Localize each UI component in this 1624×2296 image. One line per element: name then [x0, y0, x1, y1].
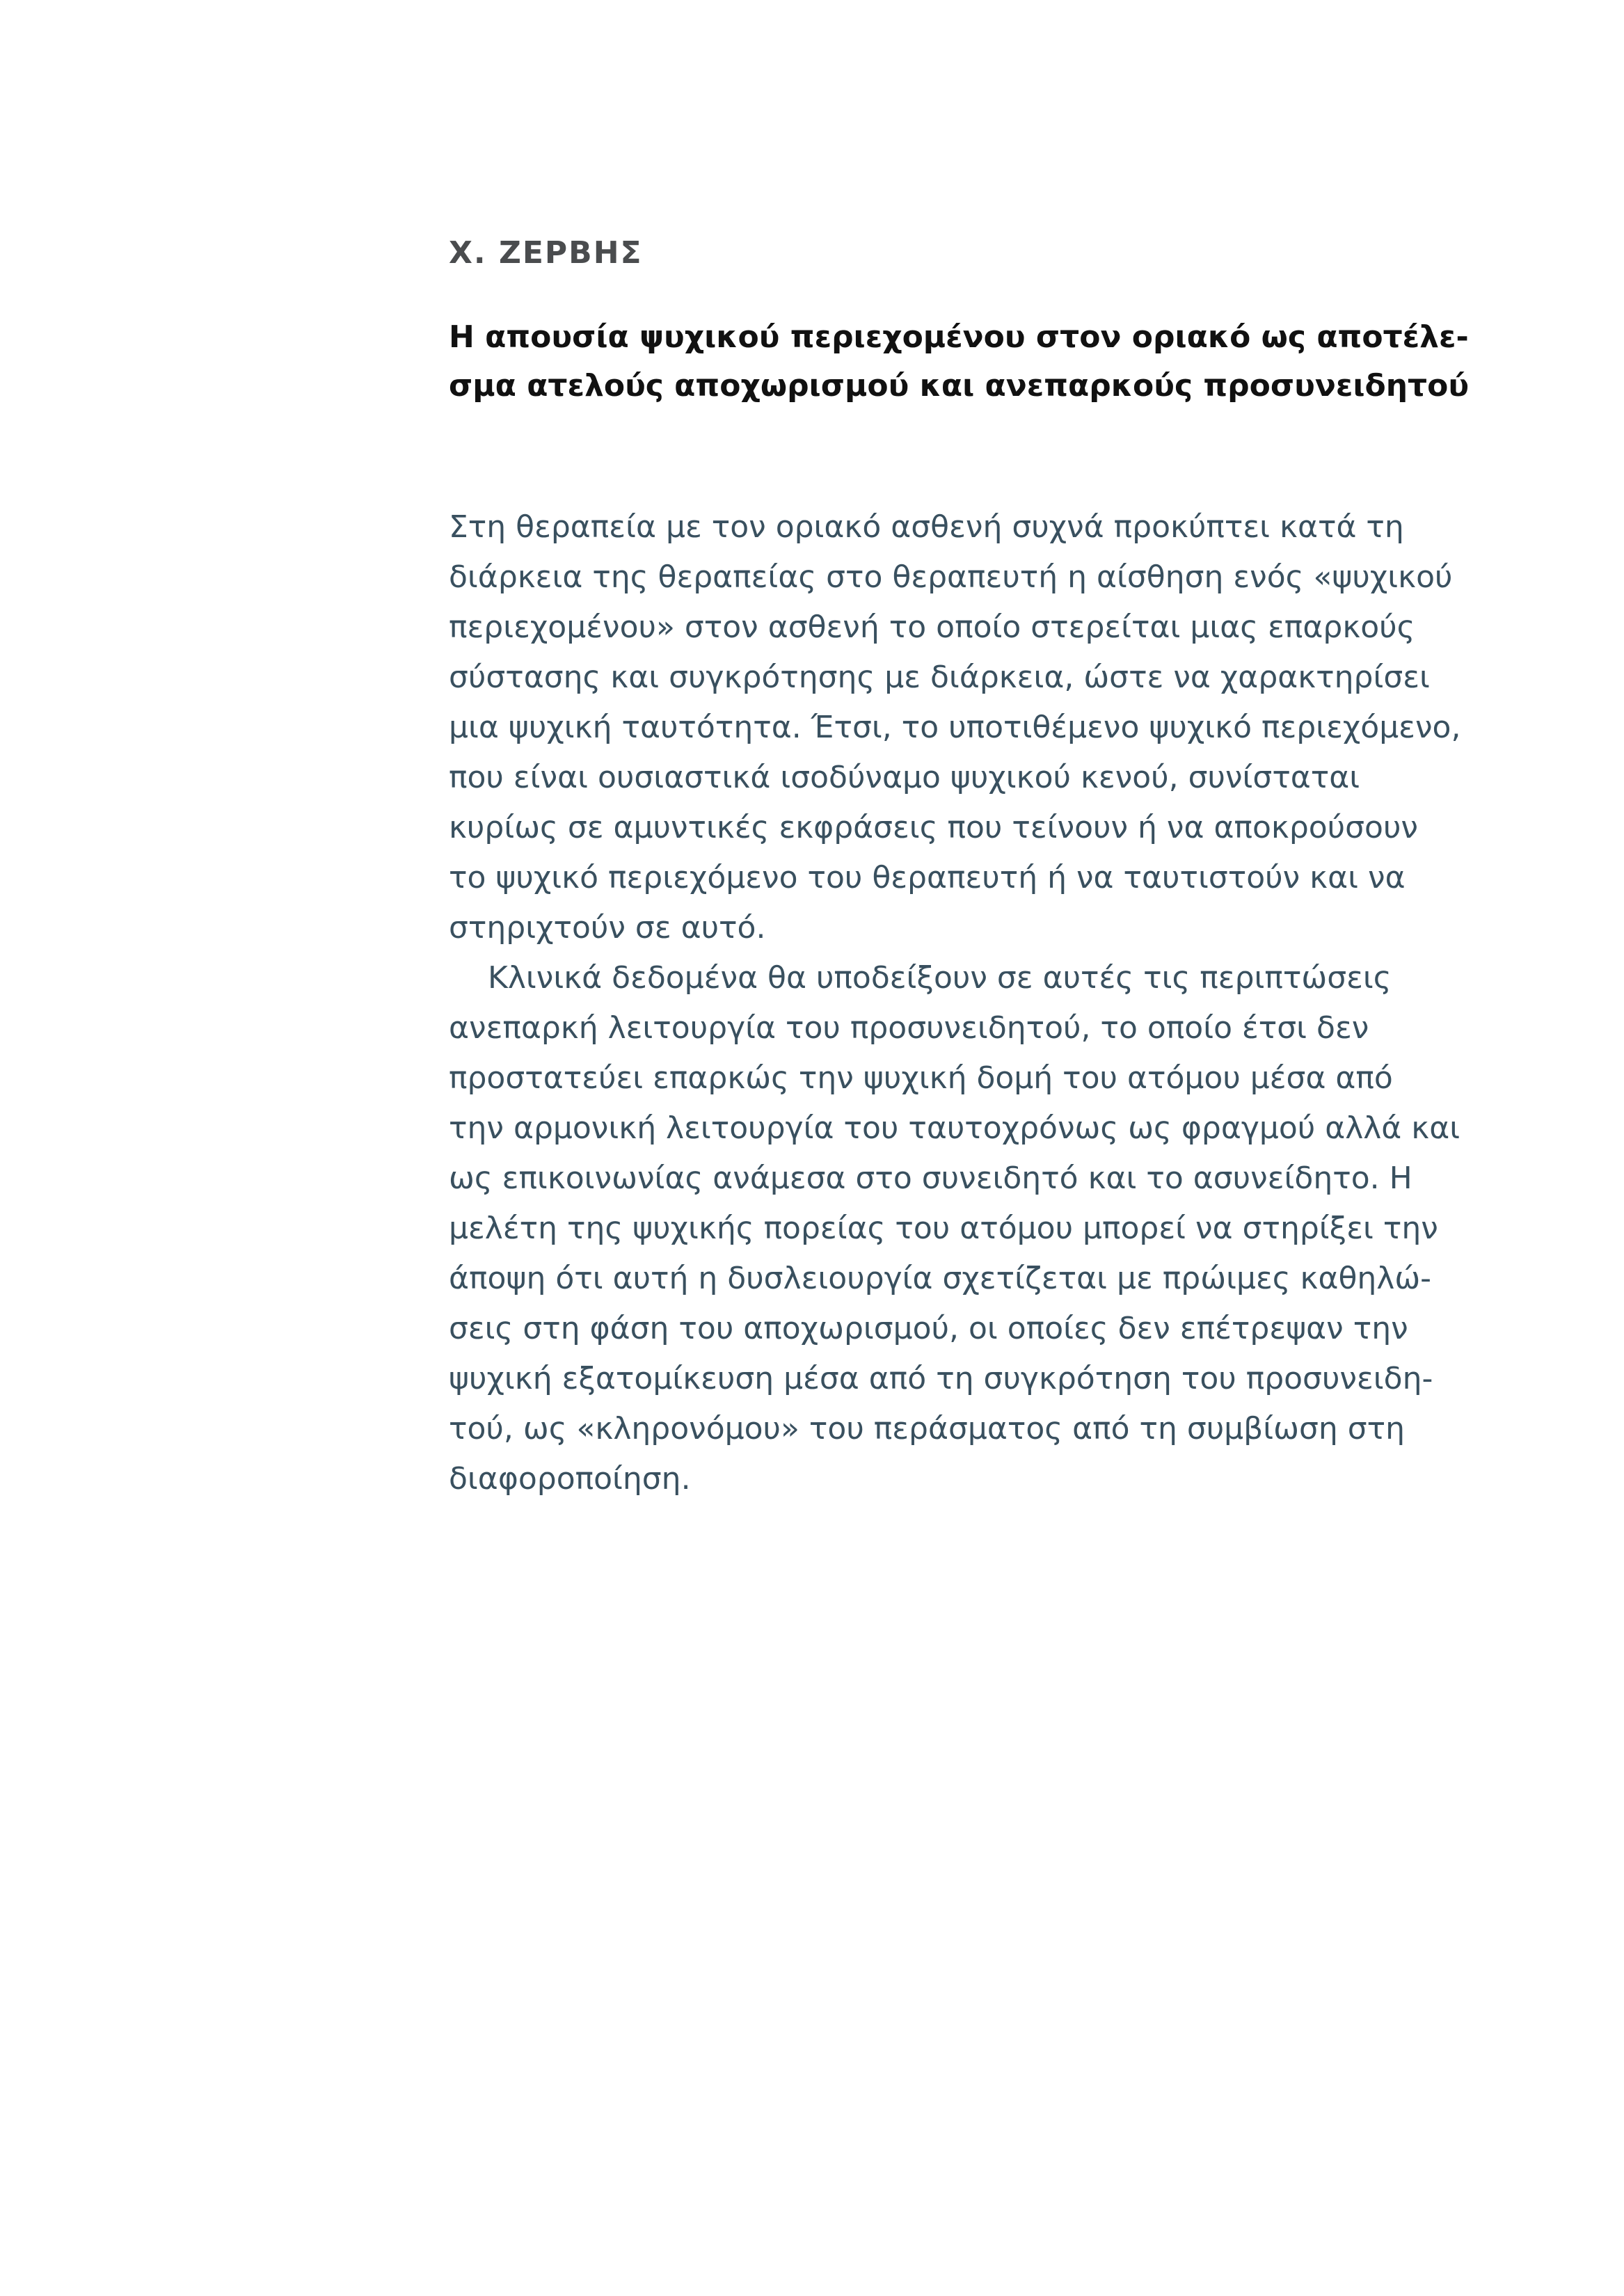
text-line: που είναι ουσιαστικά ισοδύναμο ψυχικού κενού, συνίσταται	[449, 760, 1360, 795]
text-line: την αρμονική λειτουργία του ταυτοχρόνως ως φραγμού αλλά και	[449, 1110, 1460, 1146]
text-line: διαφοροποίηση.	[449, 1461, 691, 1497]
text-line: το ψυχικό περιεχόμενο του θεραπευτή ή να ταυτιστούν και να	[449, 860, 1406, 895]
article-title	[449, 313, 1492, 410]
text-line: προστατεύει επαρκώς την ψυχική δομή του ατόμου μέσα από	[449, 1060, 1393, 1096]
text-line: σεις στη φάση του αποχωρισμού, οι οποίες δεν επέτρεψαν την	[449, 1311, 1408, 1346]
text-line: περιεχομένου» στον ασθενή το οποίο στερείται μιας επαρκούς	[449, 609, 1415, 645]
text-line: μια ψυχική ταυτότητα. Έτσι, το υποτιθέμενο ψυχικό περιεχόμενο,	[449, 710, 1461, 745]
text-line: Στη θεραπεία με τον οριακό ασθενή συχνά προκύπτει κατά τη	[449, 509, 1404, 545]
abstract-paragraph-2	[449, 953, 1534, 1504]
abstract-body	[449, 502, 1534, 1504]
text-line: σύστασης και συγκρότησης με διάρκεια, ώστε να χαρακτηρίσει	[449, 660, 1430, 695]
text-line: στηριχτούν σε αυτό.	[449, 910, 766, 946]
text-line: διάρκεια της θεραπείας στο θεραπευτή η αίσθηση ενός «ψυχικού	[449, 559, 1453, 595]
author-name: Χ. ΖΕΡΒΗΣ	[449, 235, 643, 271]
title-line: Η απουσία ψυχικού περιεχομένου στον οριακό ως αποτέλε-	[449, 319, 1469, 355]
text-line: κυρίως σε αμυντικές εκφράσεις που τείνουν ή να αποκρούσουν	[449, 810, 1418, 845]
text-line: ψυχική εξατομίκευση μέσα από τη συγκρότηση του προσυνειδη-	[449, 1361, 1433, 1396]
title-line: σμα ατελούς αποχωρισμού και ανεπαρκούς προσυνειδητού	[449, 368, 1470, 404]
text-line: τού, ως «κληρονόμου» του περάσματος από τη συμβίωση στη	[449, 1411, 1406, 1446]
text-line: Κλινικά δεδομένα θα υποδείξουν σε αυτές τις περιπτώσεις	[488, 960, 1392, 996]
text-line: άποψη ότι αυτή η δυσλειουργία σχετίζεται με πρώιμες καθηλώ-	[449, 1261, 1432, 1296]
abstract-paragraph-1	[449, 502, 1534, 953]
text-line: ως επικοινωνίας ανάμεσα στο συνειδητό και το ασυνείδητο. Η	[449, 1161, 1412, 1196]
text-line: ανεπαρκή λειτουργία του προσυνειδητού, το οποίο έτσι δεν	[449, 1010, 1369, 1046]
text-line: μελέτη της ψυχικής πορείας του ατόμου μπορεί να στηρίξει την	[449, 1211, 1438, 1246]
